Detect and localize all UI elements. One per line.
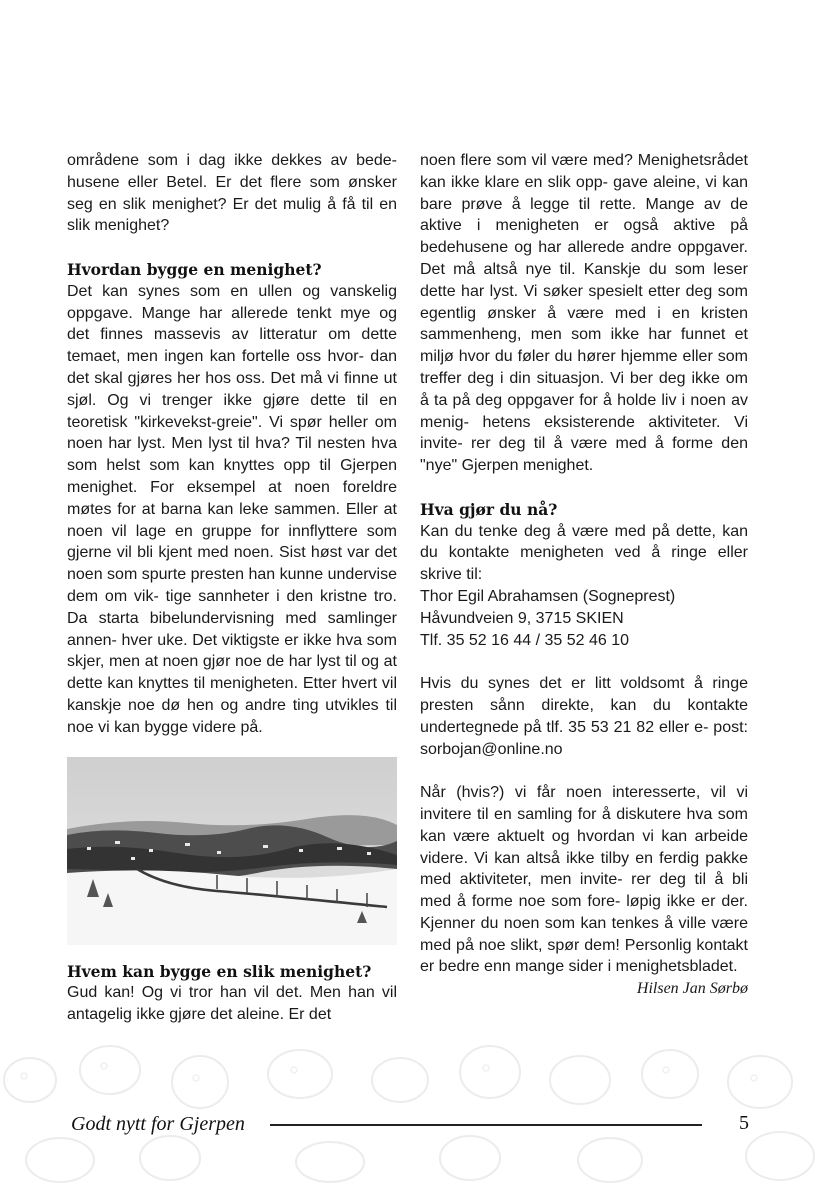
contact-phone: Tlf. 35 52 16 44 / 35 52 46 10 [420, 631, 630, 649]
signature: Hilsen Jan Sørbø [636, 980, 748, 998]
section-heading-who-can-build: Hvem kan bygge en slik menighet? [67, 961, 372, 981]
how-to-build-paragraph: Det kan synes som en ullen og vanskelig oppgave. Mange har allerede tenkt mye og det finnes massevis av litteratur om dette temaet, men ingen kan fortelle oss hvor- dan det skal gjøres her hos oss. Det må vi finne ut sjøl. Og vi trenger ikke gjøre dette til en teoretisk "kirkevekst-greie". Vi spør heller om noen har lyst. Men lyst til hva? Til nesten hva som helst som kan knyttes opp til Gjerpen menighet. For eksempel at noen foreldre møtes for at barna kan leke sammen. Eller at noen vil lage en gruppe for innflyttere som gjerne vil bli kjent med noen. Sist høst var det noen som spurte presten han kunne undervise dem om vik- tige sannheter i den kristne tro. Da starta bibelundervisning med samlinger annen- hver uke. Det viktigste er ikke hva som skjer, men at noen gjør noe de har lyst til og at dette kan knyttes til menigheten. Etter hvert vil kanskje noe dø hen og andre ting utvikles til noe vi kan bygge videre på. [67, 282, 397, 736]
contact-address: Håvundveien 9, 3715 SKIEN [420, 609, 624, 627]
left-column [67, 150, 397, 1026]
right-column [420, 150, 748, 1000]
who-can-build-paragraph: Gud kan! Og vi tror han vil det. Men han vil antagelig ikke gjøre det aleine. Er det [67, 984, 397, 1024]
section-heading-what-now: Hva gjør du nå? [420, 499, 558, 519]
continuation-paragraph: noen flere som vil være med? Menighetsrådet kan ikke klare en slik opp- gave aleine, vi kan bare prøve å legge til rette. Mange av de aktive i menigheten er også aktive på bedehusene og har allerede andre oppgaver. Det må altså nye til. Kanskje du som leser dette har lyst. Vi søker spesielt etter deg som egentlig ønsker å være med i en kristen sammenheng, men som ikke har funnet et miljø hvor du føler du hører hjemme eller som treffer deg i din situasjon. Vi ber deg ikke om å ta på deg oppgaver for å holde liv i noen av menig- hetens eksisterende aktiviteter. Vi invite- rer deg til å være med å forme den "nye" Gjerpen menighet. [420, 152, 748, 475]
footer-publication-title: Godt nytt for Gjerpen [71, 1113, 245, 1135]
intro-paragraph: områdene som i dag ikke dekkes av bede- husene eller Betel. Er det flere som ønsker seg en slik menighet? Er det mulig å få til en slik menighet? [67, 152, 397, 235]
winter-landscape-photo [67, 757, 397, 945]
contact-name: Thor Egil Abrahamsen (Sogneprest) [420, 587, 676, 605]
final-paragraph: Når (hvis?) vi får noen interesserte, vil vi invitere til en samling for å diskutere hva som kan være aktuelt og hvordan vi kan arbeide videre. Vi kan altså ikke tilby en ferdig pakke med aktiviteter, men invite- rer deg til å bli med å forme noe som fore- løpig ikke er der. Kjenner du noen som kan tenkes å ville være med på noe slikt, spør dem! Personlig kontakt er bedre enn mange sider i menighetsbladet. [420, 784, 748, 976]
page-number: 5 [739, 1112, 749, 1134]
section-heading-how-to-build: Hvordan bygge en menighet? [67, 259, 322, 279]
footer-rule [270, 1124, 702, 1126]
what-now-paragraph: Kan du tenke deg å være med på dette, kan du kontakte menigheten ved å ringe eller skrive til: [420, 522, 748, 584]
call-paragraph: Hvis du synes det er litt voldsomt å ringe presten sånn direkte, kan du kontakte undertegnede på tlf. 35 53 21 82 eller e- post: sorbojan@online.no [420, 675, 748, 758]
